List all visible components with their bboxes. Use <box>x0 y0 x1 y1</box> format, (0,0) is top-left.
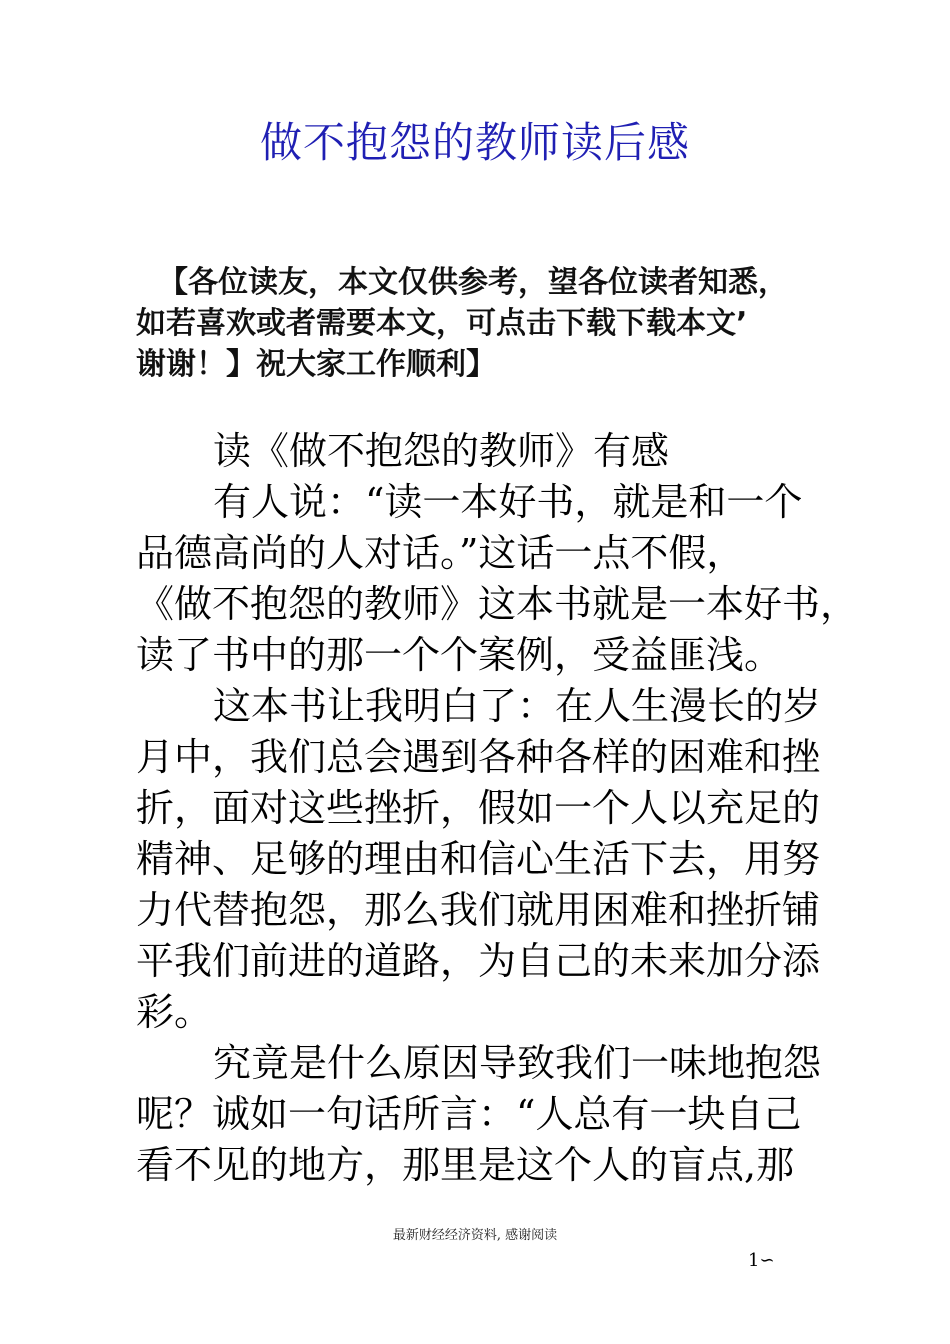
paragraph-line: 有人说：“读一本好书，就是和一个 <box>213 480 803 524</box>
paragraph-line: 究竟是什么原因导致我们一味地抱怨 <box>213 1041 822 1085</box>
paragraph-line: 《做不抱怨的教师》这本书就是一本好书， <box>136 582 859 626</box>
paragraph-line: 平我们前进的道路，为自己的未来加分添 <box>136 939 821 983</box>
page-number: 1∽ <box>748 1250 775 1271</box>
page-title: 做不抱怨的教师读后感 <box>259 118 690 167</box>
paragraph-line: 读了书中的那一个个案例，受益匪浅。 <box>136 633 783 677</box>
paragraph-line: 折，面对这些挫折，假如一个人以充足的 <box>136 786 821 830</box>
notice-line: 如若喜欢或者需要本文，可点击下载下载本文’ <box>136 306 748 341</box>
paragraph-line: 呢？诚如一句话所言：“人总有一块自己 <box>136 1092 802 1136</box>
paragraph-line: 精神、足够的理由和信心生活下去，用努 <box>136 837 821 881</box>
article-subtitle: 读《做不抱怨的教师》有感 <box>213 429 670 473</box>
reader-notice <box>136 262 826 385</box>
paragraph-line: 看不见的地方，那里是这个人的盲点,那 <box>136 1143 795 1187</box>
paragraph-line: 品德高尚的人对话。”这话一点不假， <box>136 531 745 575</box>
footer-note: 最新财经经济资料, 感谢阅读 <box>392 1228 558 1243</box>
paragraph-line: 彩。 <box>136 990 213 1034</box>
paragraph-line: 力代替抱怨，那么我们就用困难和挫折铺 <box>136 888 821 932</box>
notice-line: 谢谢！】祝大家工作顺利】 <box>136 347 496 382</box>
notice-line: 【各位读友，本文仅供参考，望各位读者知悉， <box>158 265 788 300</box>
paragraph-line: 这本书让我明白了：在人生漫长的岁 <box>213 684 822 728</box>
article-body <box>136 426 859 1191</box>
paragraph-line: 月中，我们总会遇到各种各样的困难和挫 <box>136 735 821 779</box>
